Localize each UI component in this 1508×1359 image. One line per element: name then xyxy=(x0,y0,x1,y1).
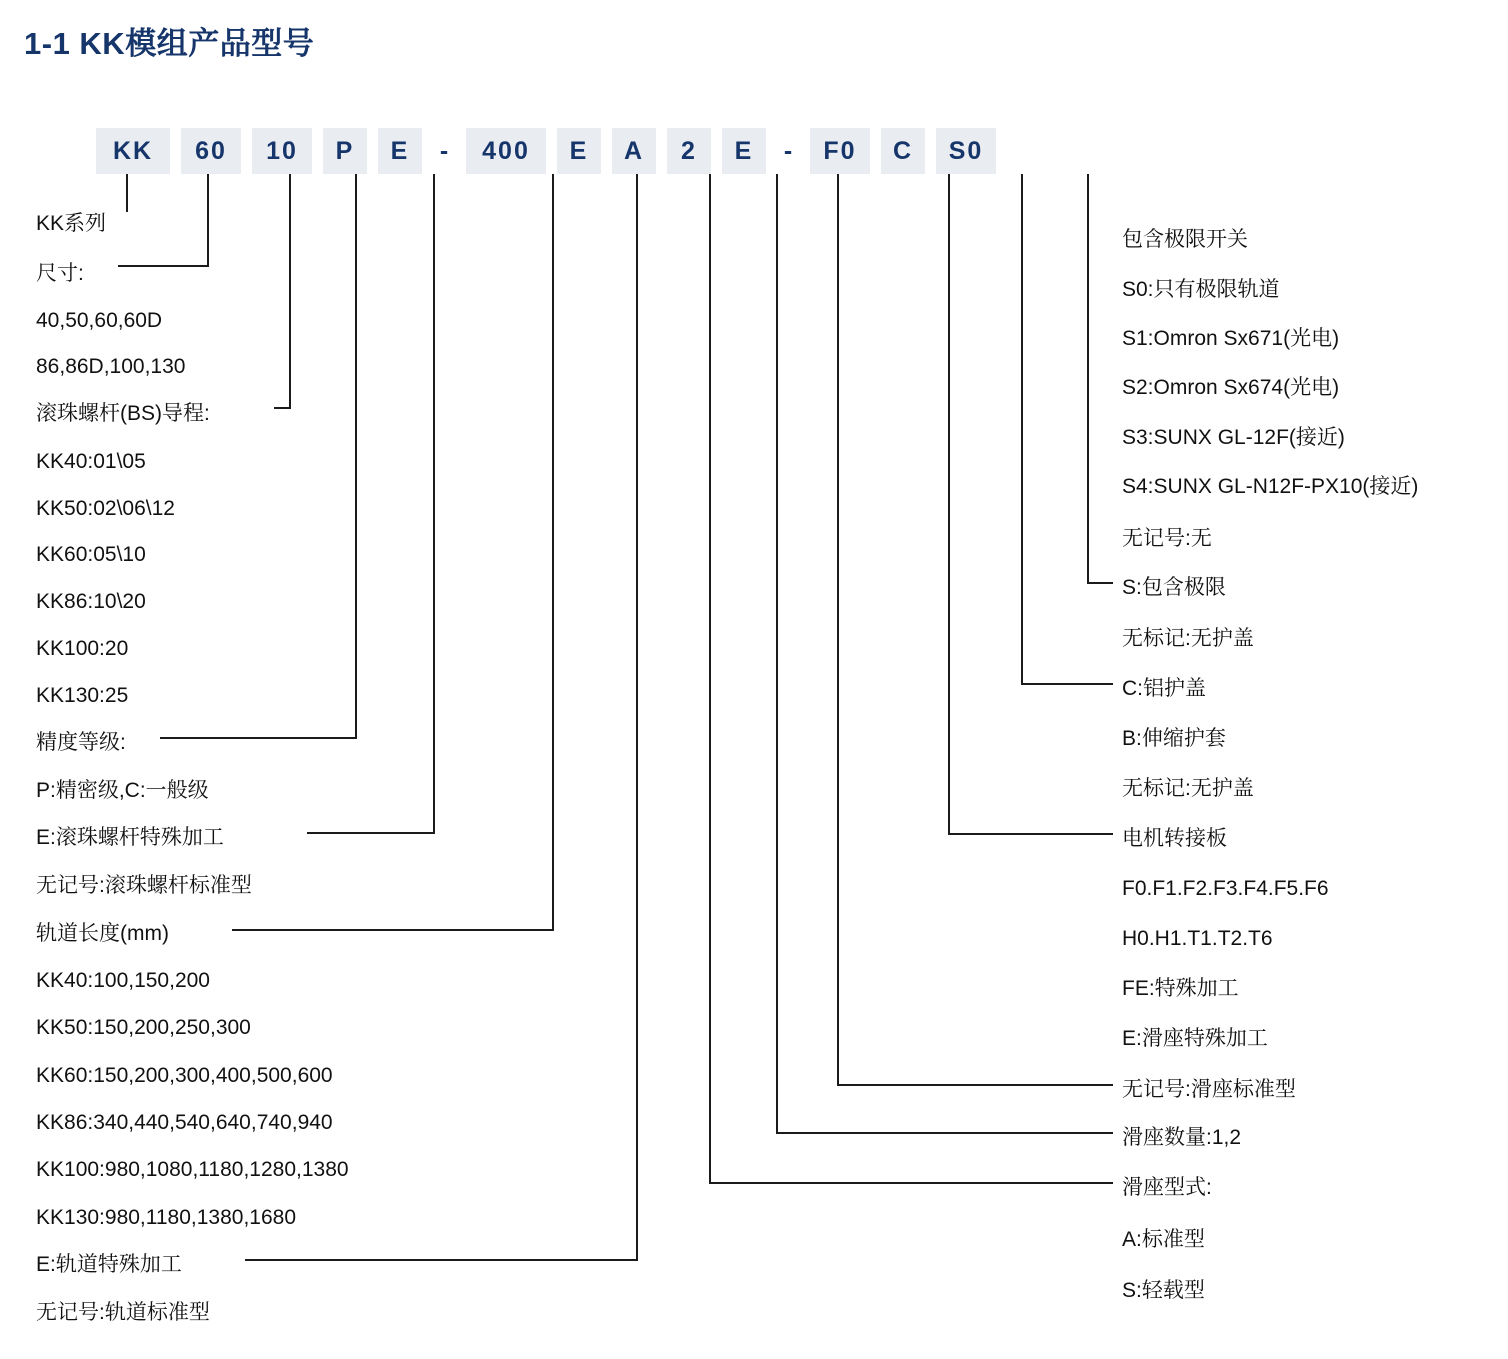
annotation-left-l23: E:轨道特殊加工 xyxy=(36,1253,182,1276)
annotation-right-r17: E:滑座特殊加工 xyxy=(1122,1027,1268,1050)
annotation-left-l08: KK60:05\10 xyxy=(36,543,146,566)
annotation-left-l17: KK40:100,150,200 xyxy=(36,969,210,992)
model-code-row xyxy=(96,128,1007,174)
annotation-right-r19: 滑座数量:1,2 xyxy=(1122,1126,1242,1149)
annotation-left-l13: P:精密级,C:一般级 xyxy=(36,779,209,802)
annotation-left-l10: KK100:20 xyxy=(36,637,129,660)
annotation-right-r04: S2:Omron Sx674(光电) xyxy=(1122,376,1340,399)
code-separator: - xyxy=(439,137,449,165)
code-segment: 400 xyxy=(466,128,546,174)
code-segment: 60 xyxy=(181,128,241,174)
annotation-right-r10: C:铝护盖 xyxy=(1122,677,1206,700)
annotation-left-l12: 精度等级: xyxy=(36,731,126,754)
code-segment: E xyxy=(722,128,766,174)
code-segment: A xyxy=(612,128,656,174)
code-segment: C xyxy=(881,128,925,174)
annotation-left-l15: 无记号:滚珠螺杆标准型 xyxy=(36,874,252,897)
annotation-left-l24: 无记号:轨道标准型 xyxy=(36,1301,210,1324)
annotation-right-r12: 无标记:无护盖 xyxy=(1122,777,1254,800)
annotation-right-r08: S:包含极限 xyxy=(1122,576,1226,599)
annotation-left-l04: 86,86D,100,130 xyxy=(36,355,186,378)
annotation-right-r01: 包含极限开关 xyxy=(1122,228,1248,251)
annotation-left-l14: E:滚珠螺杆特殊加工 xyxy=(36,826,224,849)
annotation-right-r15: H0.H1.T1.T2.T6 xyxy=(1122,927,1273,950)
annotation-left-l21: KK100:980,1080,1180,1280,1380 xyxy=(36,1158,349,1181)
annotation-right-r11: B:伸缩护套 xyxy=(1122,727,1226,750)
annotation-left-l19: KK60:150,200,300,400,500,600 xyxy=(36,1064,333,1087)
annotation-left-l01: KK系列 xyxy=(36,212,107,235)
annotation-right-r06: S4:SUNX GL-N12F-PX10(接近) xyxy=(1122,475,1419,498)
annotation-right-r18: 无记号:滑座标准型 xyxy=(1122,1078,1296,1101)
annotation-right-r03: S1:Omron Sx671(光电) xyxy=(1122,327,1340,350)
annotation-left-l11: KK130:25 xyxy=(36,684,129,707)
code-separator: - xyxy=(783,137,793,165)
annotation-right-r13: 电机转接板 xyxy=(1122,827,1227,850)
annotation-left-l16: 轨道长度(mm) xyxy=(36,922,169,945)
code-segment: F0 xyxy=(810,128,870,174)
annotation-right-r07: 无记号:无 xyxy=(1122,527,1212,550)
code-segment: S0 xyxy=(936,128,996,174)
code-segment: P xyxy=(323,128,367,174)
annotation-right-r05: S3:SUNX GL-12F(接近) xyxy=(1122,426,1345,449)
annotation-left-l05: 滚珠螺杆(BS)导程: xyxy=(36,402,210,425)
annotation-left-l09: KK86:10\20 xyxy=(36,590,146,613)
annotation-left-l07: KK50:02\06\12 xyxy=(36,497,175,520)
annotation-left-l06: KK40:01\05 xyxy=(36,450,146,473)
annotation-right-r22: S:轻载型 xyxy=(1122,1279,1205,1302)
page-title: 1-1 KK模组产品型号 xyxy=(24,26,315,61)
annotation-left-l02: 尺寸: xyxy=(36,262,84,285)
annotation-right-r16: FE:特殊加工 xyxy=(1122,977,1239,1000)
annotation-right-r20: 滑座型式: xyxy=(1122,1176,1212,1199)
annotation-right-r21: A:标准型 xyxy=(1122,1228,1205,1251)
annotation-left-l22: KK130:980,1180,1380,1680 xyxy=(36,1206,297,1229)
code-segment: KK xyxy=(96,128,170,174)
annotation-left-l20: KK86:340,440,540,640,740,940 xyxy=(36,1111,333,1134)
annotation-right-r14: F0.F1.F2.F3.F4.F5.F6 xyxy=(1122,877,1329,900)
code-segment: E xyxy=(378,128,422,174)
code-segment: 2 xyxy=(667,128,711,174)
annotation-right-r02: S0:只有极限轨道 xyxy=(1122,278,1280,301)
annotation-right-r09: 无标记:无护盖 xyxy=(1122,627,1254,650)
annotation-left-l03: 40,50,60,60D xyxy=(36,309,163,332)
annotation-left-l18: KK50:150,200,250,300 xyxy=(36,1016,251,1039)
code-segment: 10 xyxy=(252,128,312,174)
code-segment: E xyxy=(557,128,601,174)
